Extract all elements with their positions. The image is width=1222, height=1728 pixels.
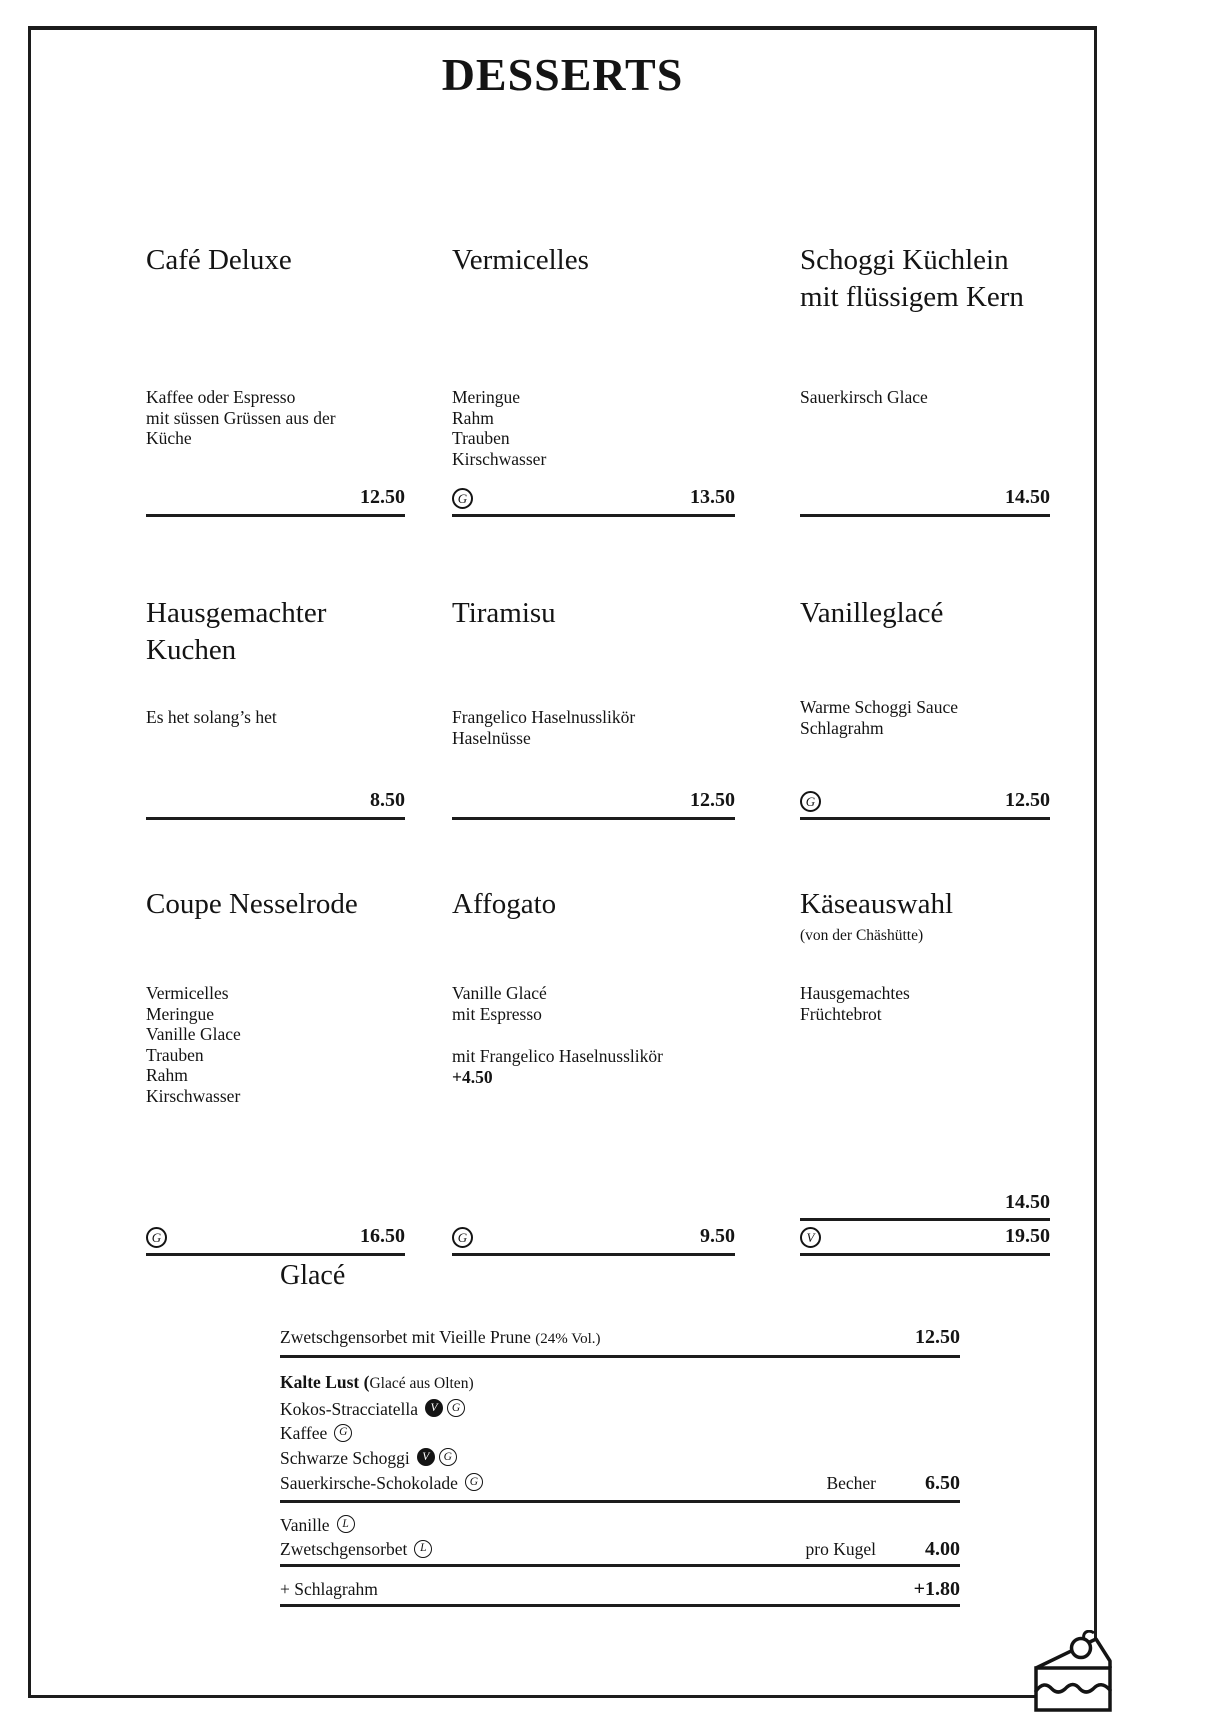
vegan-v-icon: V [425, 1399, 443, 1417]
flavor-zwetschgensorbet: Zwetschgensorbet L pro Kugel 4.00 [280, 1538, 960, 1561]
kalte-lust-header: Kalte Lust (Glacé aus Olten) [280, 1372, 474, 1392]
price-line-secondary [800, 1191, 1050, 1221]
desc-line: Vermicelles [146, 983, 229, 1003]
glace-title: Glacé [280, 1260, 346, 1291]
flavor-kokos-stracciatella: Kokos-Stracciatella V G [280, 1397, 960, 1422]
page-title: DESSERTS [441, 49, 684, 100]
price: 13.50 [690, 486, 735, 508]
border-top [28, 26, 1097, 30]
desc-line: Meringue [452, 387, 521, 407]
item-title: Hausgemachter Kuchen [146, 597, 327, 666]
price: 14.50 [1005, 486, 1050, 508]
desc-line: mit süssen Grüssen aus der [146, 407, 336, 428]
schlagrahm-row [280, 1578, 960, 1607]
desc-line: Trauben [146, 1044, 204, 1065]
item-title: Käseauswahl [800, 888, 954, 920]
scoops-block [280, 1513, 960, 1567]
price-line [800, 486, 1050, 517]
desc-line: Es het solang’s het [146, 707, 277, 727]
allergen-l-icon: L [337, 1515, 355, 1533]
price-line [452, 486, 735, 517]
item-title: Schoggi Küchlein mit flüssigem Kern [800, 244, 1024, 313]
desc-line: Trauben [452, 428, 510, 448]
border-left [28, 26, 31, 1698]
allergen-g-icon: G [452, 488, 473, 509]
price: 12.50 [360, 486, 405, 508]
allergen-g-icon: G [465, 1473, 483, 1491]
allergen-g-icon: G [452, 1227, 473, 1248]
desc-line: Meringue [146, 1003, 215, 1024]
item-subtitle: (von der Chäshütte) [800, 927, 924, 944]
glace-sorbet-label: Zwetschgensorbet mit Vieille Prune (24% Vol.) [280, 1327, 601, 1347]
desc-line: Schlagrahm [800, 717, 884, 738]
item-title: Coupe Nesselrode [146, 888, 358, 920]
allergen-g-icon: G [334, 1424, 352, 1442]
desc-line: Kirschwasser [452, 448, 547, 469]
menu-item-vanilleglace [800, 595, 1050, 820]
menu-item-coupe-nesselrode [146, 886, 405, 1256]
extra-label: + Schlagrahm [280, 1578, 378, 1599]
glace-section [280, 1258, 960, 1607]
allergen-g-icon: G [146, 1227, 167, 1248]
surcharge: +4.50 [452, 1066, 493, 1087]
menu-item-tiramisu [452, 595, 735, 820]
desc-line: Haselnüsse [452, 727, 531, 748]
price-line [146, 1225, 405, 1256]
alcohol-note: (24% Vol.) [535, 1331, 601, 1347]
price: 12.50 [690, 789, 735, 811]
flavor-schwarze-schoggi: Schwarze Schoggi V G [280, 1446, 960, 1471]
price: 14.50 [1005, 1191, 1050, 1213]
item-title: Café Deluxe [146, 244, 292, 276]
desc-line: Sauerkirsch Glace [800, 387, 928, 407]
price: 9.50 [700, 1225, 735, 1247]
item-title: Vanilleglacé [800, 597, 944, 629]
price-line [800, 789, 1050, 820]
price: 12.50 [1005, 789, 1050, 811]
desc-line: mit Espresso [452, 1003, 542, 1024]
flavor-vanille: Vanille L [280, 1513, 960, 1538]
desc-line: Früchtebrot [800, 1003, 882, 1024]
unit-label: Becher [826, 1472, 876, 1493]
price: 8.50 [370, 789, 405, 811]
cake-slice-icon [1032, 1630, 1114, 1719]
desc-line: Hausgemachtes [800, 983, 910, 1003]
desc-line: Küche [146, 428, 192, 448]
price: 12.50 [915, 1326, 960, 1348]
menu-item-affogato [452, 886, 735, 1256]
price-line [146, 486, 405, 517]
desc-line: Frangelico Haselnusslikör [452, 707, 636, 727]
price: 6.50 [925, 1471, 960, 1494]
desc-line: Kaffee oder Espresso [146, 387, 296, 407]
flavor-sauerkirsche-schokolade: Sauerkirsche-Schokolade G Becher 6.50 [280, 1471, 960, 1494]
allergen-l-icon: L [414, 1540, 432, 1558]
menu-item-vermicelles [452, 242, 735, 517]
price: +1.80 [913, 1577, 960, 1600]
price-line [452, 789, 735, 820]
item-title: Vermicelles [452, 244, 589, 276]
desc-line: Rahm [146, 1065, 188, 1085]
flavor-kaffee: Kaffee G [280, 1421, 960, 1446]
desc-line: Vanille Glacé [452, 983, 547, 1003]
allergen-g-icon: G [800, 791, 821, 812]
kalte-lust-block [280, 1370, 960, 1503]
item-title: Tiramisu [452, 597, 556, 629]
vegan-v-icon: V [417, 1448, 435, 1466]
menu-item-hausgemachter-kuchen [146, 595, 405, 820]
price: 4.00 [925, 1538, 960, 1561]
allergen-v-icon: V [800, 1227, 821, 1248]
desc-line: Vanille Glace [146, 1024, 241, 1044]
menu-item-cafe-deluxe [146, 242, 405, 517]
item-title: Affogato [452, 888, 557, 920]
desc-line: Rahm [452, 407, 494, 428]
desc-line: mit Frangelico Haselnusslikör [452, 1046, 663, 1066]
menu-item-kaeseauswahl [800, 886, 1050, 1256]
desc-line: Warme Schoggi Sauce [800, 697, 958, 717]
allergen-g-icon: G [447, 1399, 465, 1417]
price: 19.50 [1005, 1225, 1050, 1247]
price-line [452, 1225, 735, 1256]
glace-sorbet-row [280, 1326, 960, 1358]
price-line [800, 1225, 1050, 1256]
price-line [146, 789, 405, 820]
desc-line: Kirschwasser [146, 1085, 241, 1106]
allergen-g-icon: G [439, 1448, 457, 1466]
border-bottom [28, 1695, 1038, 1698]
border-right [1094, 26, 1097, 1641]
unit-label: pro Kugel [805, 1539, 876, 1560]
menu-item-schoggi-kuechlein [800, 242, 1050, 517]
price: 16.50 [360, 1225, 405, 1247]
